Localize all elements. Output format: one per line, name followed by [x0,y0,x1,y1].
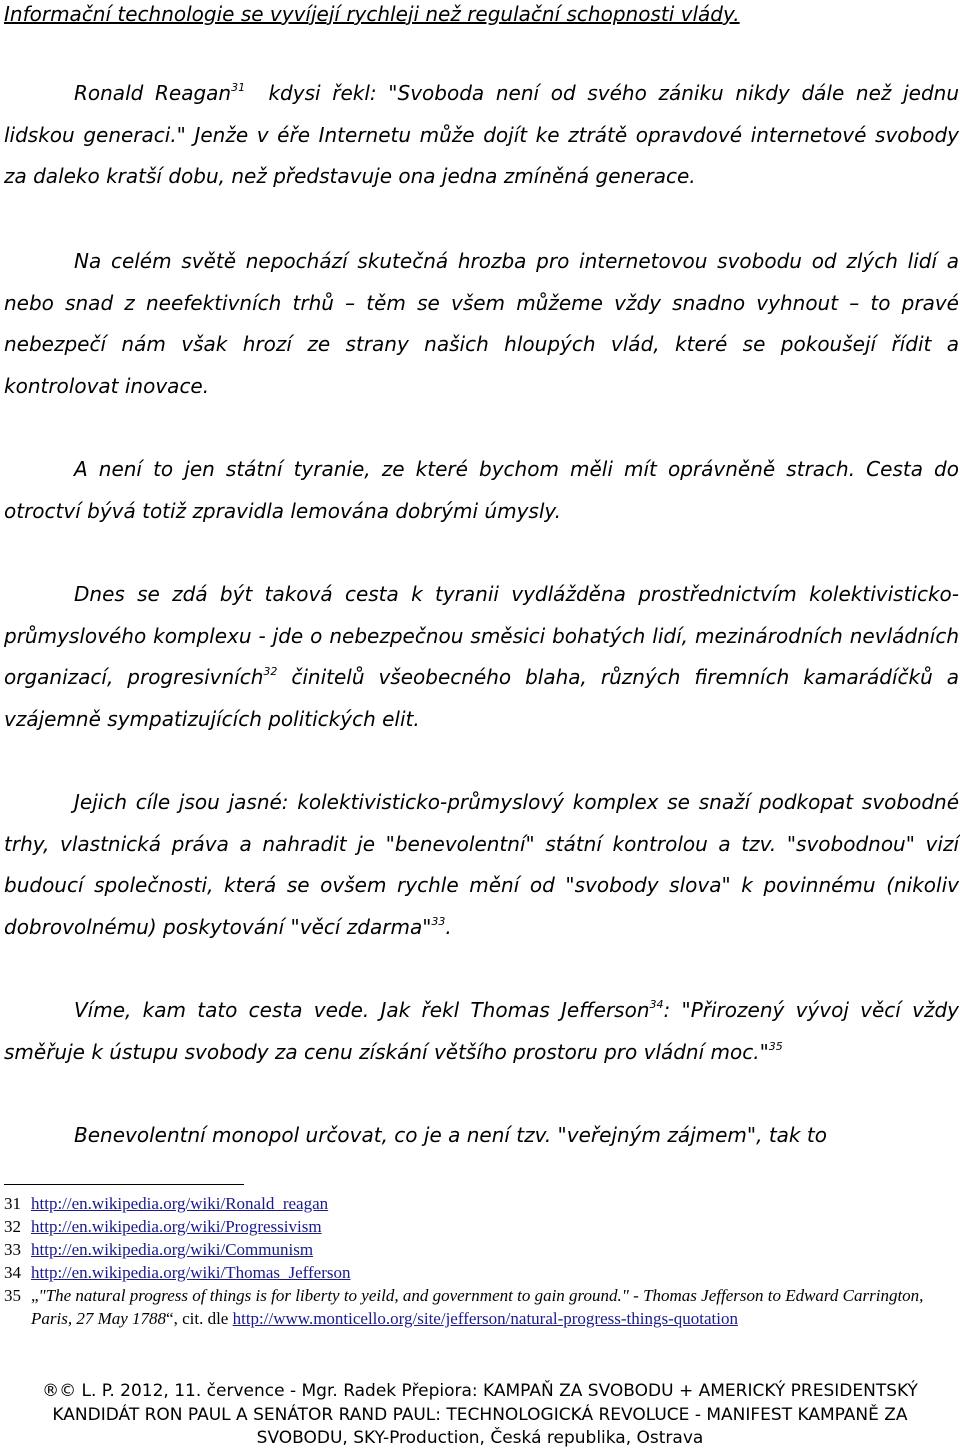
footnote-number: 32 [4,1217,21,1236]
paragraph-text: A není to jen státní tyranie, ze které bychom měli mít oprávněně strach. Cesta do otroctví bývá totiž zpravidla lemována dobrými úmysly. [4,457,959,523]
footnote-body [31,1284,959,1330]
footnote-link[interactable]: http://en.wikipedia.org/wiki/Ronald_reagan [31,1194,329,1213]
footnote-number: 31 [4,1194,21,1213]
footnote-number: 35 [4,1286,21,1305]
footnotes [4,1192,959,1330]
footnote-item [4,1215,959,1238]
paragraph-jefferson [4,990,959,1073]
footnote-body [31,1215,959,1238]
footnote-ref-32[interactable]: 32 [263,665,278,678]
paragraph-text: . [445,914,452,939]
paragraph-text: : "Přirozený vývoj věcí vždy směřuje k ústupu svobody za cenu získání většího prostoru pro vládní moc." [4,998,959,1064]
footer-line: ®© L. P. 2012, 11. července - Mgr. Radek Přepiora: KAMPAŇ ZA SVOBODU + AMERICKÝ PRESIDENTSKÝ [42,1381,918,1401]
footnote-link[interactable]: http://en.wikipedia.org/wiki/Progressivism [31,1217,322,1236]
paragraph-text: Ronald Reagan [74,81,232,105]
paragraph-text: Víme, kam tato cesta vede. Jak řekl Thomas Jefferson [74,998,650,1022]
footnote-item [4,1261,959,1284]
footnote-ref-33[interactable]: 33 [431,914,446,928]
page-footer [0,1380,960,1451]
footnote-ref-31[interactable]: 31 [231,81,246,94]
footnote-body [31,1238,959,1261]
footnote-item [4,1238,959,1261]
paragraph-goals [4,782,959,948]
paragraph-text: kdysi řekl: "Svoboda není od svého zániku nikdy dále než jednu lidskou generaci." Jenže v éře Internetu může dojít ke ztrátě opravdové internetové svobody za daleko kratší dobu, než představuje ona jedna zmíněná generace. [4,81,959,188]
footnote-divider [4,1184,244,1185]
paragraph-tyranny [4,449,959,532]
footnote-ref-35[interactable]: 35 [768,1039,783,1053]
footnote-open-quote: „ [31,1286,39,1305]
footnote-body [31,1192,959,1215]
footnote-link[interactable]: http://en.wikipedia.org/wiki/Thomas_Jefferson [31,1263,351,1282]
footnote-link[interactable]: http://www.monticello.org/site/jefferson/natural-progress-things-quotation [232,1309,738,1328]
footnote-citation: “, cit. dle [166,1309,233,1328]
footnote-item [4,1284,959,1330]
paragraph-complex [4,574,959,740]
footer-line: SVOBODU, SKY-Production, Česká republika, Ostrava [256,1428,704,1448]
footnote-ref-34[interactable]: 34 [649,998,664,1011]
page-heading: Informační technologie se vyvíjejí rychleji než regulační schopnosti vlády. [4,2,740,26]
footer-line: KANDIDÁT RON PAUL A SENÁTOR RAND PAUL: TECHNOLOGICKÁ REVOLUCE - MANIFEST KAMPANĚ ZA [52,1404,908,1425]
paragraph-reagan [4,73,959,198]
paragraph-text: Dnes se zdá být taková cesta k tyranii vydlážděna prostřednictvím kolektivisticko-průmyslového komplexu - jde o nebezpečnou směsici bohatých lidí, mezinárodních nevládních organizací, progresivních [4,582,959,689]
paragraph-text: Jejich cíle jsou jasné: kolektivisticko-průmyslový komplex se snaží podkopat svobodné trhy, vlastnická práva a nahradit je "benevolentní" státní kontrolou a tzv. "svobodnou" vizí budoucí společnosti, která se ovšem rychle mění od "svobody slova" k povinnému (nikoliv dobrovolnému) poskytování "věcí zdarma" [4,790,959,939]
paragraph-text: činitelů všeobecného blaha, různých firemních kamarádíčků a vzájemně sympatizujících politických elit. [4,665,959,731]
footnote-link[interactable]: http://en.wikipedia.org/wiki/Communism [31,1240,314,1259]
paragraph-text: Benevolentní monopol určovat, co je a není tzv. "veřejným zájmem", tak to [74,1123,827,1147]
paragraph-text: Na celém světě nepochází skutečná hrozba pro internetovou svobodu od zlých lidí a nebo snad z neefektivních trhů – těm se všem můžeme vždy snadno vyhnout – to pravé nebezpečí nám však hrozí ze strany našich hloupých vlád, které se pokoušejí řídit a kontrolovat inovace. [4,249,959,398]
footnote-number: 33 [4,1240,21,1259]
paragraph-monopoly [4,1115,959,1157]
paragraph-threat [4,241,959,407]
footnote-number: 34 [4,1263,21,1282]
footnote-item [4,1192,959,1215]
footnote-quote: "The natural progress of things is for liberty to yeild, and government to gain ground." - Thomas Jefferson to Edward Carrington, Paris, 27 May 1788 [31,1286,924,1328]
footnote-body [31,1261,959,1284]
